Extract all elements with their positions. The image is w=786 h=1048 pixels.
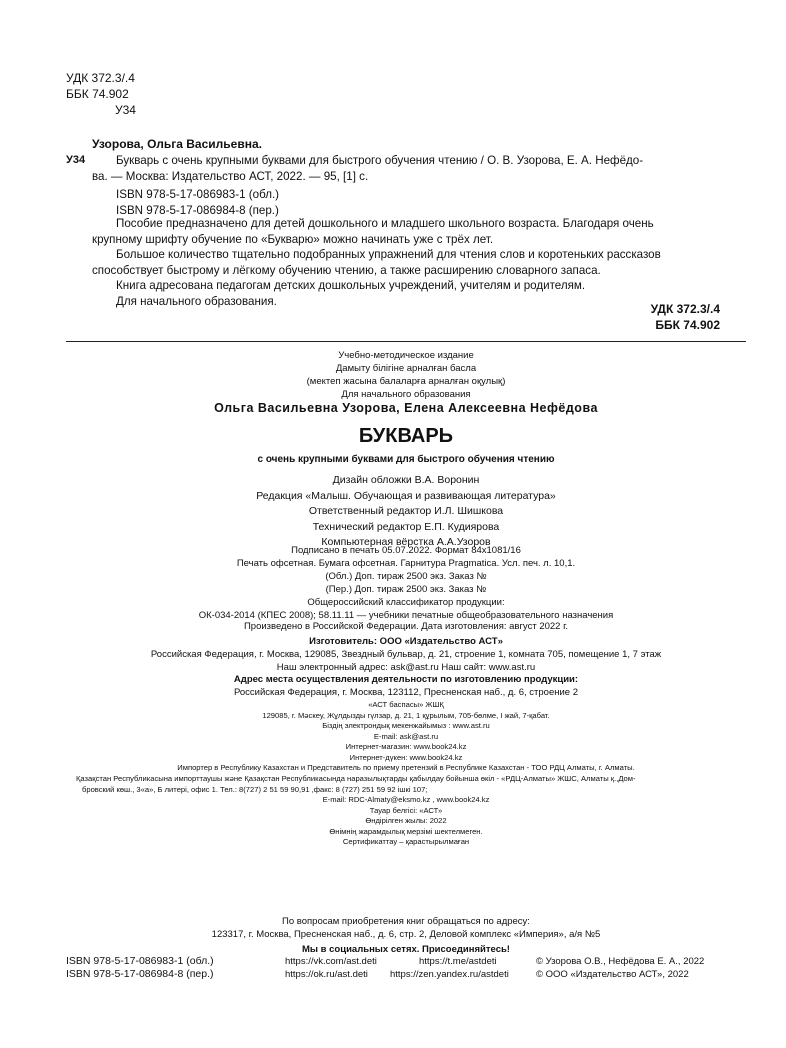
footer-isbn-soft: ISBN 978-5-17-086983-1 (обл.) — [66, 955, 214, 967]
kz-line: Импортер в Республику Казахстан и Представитель по приему претензий в Республике Казахстан - ТОО РДЦ Алматы, г. Алматы. — [177, 763, 635, 772]
catalog-isbn-soft: ISBN 978-5-17-086983-1 (обл.) — [116, 188, 280, 201]
manufacturer-address: Российская Федерация, г. Москва, 129085, Звездный бульвар, д. 21, строение 1, комната 705, помещение 1, 7 этаж — [150, 649, 662, 660]
catalog-annotation — [92, 216, 661, 309]
purchase-line: 123317, г. Москва, Пресненская наб., д. 6, стр. 2, Деловой комплекс «Империя», а/я №5 — [211, 929, 601, 940]
edition-info — [166, 349, 646, 401]
kz-info — [66, 700, 746, 774]
header-udk: УДК 372.3/.4 — [66, 71, 135, 85]
print-line: Подписано в печать 05.07.2022. Формат 84х1081/16 — [291, 545, 521, 556]
catalog-udk-right: УДК 372.3/.4 — [650, 302, 720, 316]
manufacturer-title: Изготовитель: ООО «Издательство АСТ» — [309, 636, 503, 647]
social-link-zen[interactable]: https://zen.yandex.ru/astdeti — [390, 969, 509, 980]
kz-info-b — [66, 795, 746, 848]
credit-line: Технический редактор Е.П. Кудиярова — [312, 520, 500, 533]
classifier-line: ОК-034-2014 (КПЕС 2008); 58.11.11 — учебники печатные общеобразовательного назначения — [198, 610, 614, 621]
annotation-line: способствует быстрому и лёгкому обучению чтению, а также расширению словарного запаса. — [92, 263, 601, 277]
copyright-authors: © Узорова О.В., Нефёдова Е. А., 2022 — [536, 956, 705, 967]
kz-line: Сертификаттау – қарастырылмаған — [342, 837, 470, 846]
classifier-line: Общероссийский классификатор продукции: — [307, 597, 505, 608]
header-codes — [66, 70, 136, 118]
annotation-line: Пособие предназначено для детей дошкольного и младшего школьного возраста. Благодаря очень — [116, 217, 654, 230]
kz-line: E-mail: RDC-Almaty@eksmo.kz , www.book24.kz — [322, 795, 490, 804]
credit-line: Ответственный редактор И.Л. Шишкова — [308, 505, 504, 517]
edition-line: Для начального образования — [341, 389, 471, 400]
catalog-isbn-hard: ISBN 978-5-17-086984-8 (пер.) — [116, 203, 279, 217]
book-title: БУКВАРЬ — [358, 425, 454, 447]
edition-line: (мектеп жасына балаларға арналған оқулық) — [306, 376, 506, 387]
catalog-isbns — [116, 187, 279, 218]
catalog-title-line: Букварь с очень крупными буквами для быстрого обучения чтению / О. В. Узорова, Е. А. Нефёдо- — [116, 154, 644, 167]
produced-info: Произведено в Российской Федерации. Дата изготовления: август 2022 г. — [243, 621, 569, 632]
kz-line: 129085, г. Мәскеу, Жұлдызды гүлзар, д. 21, 1 құрылым, 705-бөлме, I жай, 7-қабат. — [262, 710, 550, 720]
catalog-sign: У34 — [66, 154, 86, 166]
print-info — [166, 544, 646, 596]
social-links-right — [390, 955, 509, 981]
print-line: (Обл.) Доп. тираж 2500 экз. Заказ № — [325, 571, 487, 582]
kz-line: Интернет-магазин: www.book24.kz — [345, 742, 467, 751]
purchase-line: По вопросам приобретения книг обращаться по адресу: — [282, 916, 530, 927]
edition-line: Учебно-методическое издание — [338, 350, 474, 361]
catalog-title-line: ва. — Москва: Издательство АСТ, 2022. — 95, [1] с. — [92, 170, 369, 183]
header-bbk: ББК 74.902 — [66, 87, 129, 101]
annotation-line: крупному шрифту обучение по «Букварю» можно начинать уже с трёх лет. — [92, 232, 494, 246]
book-subtitle: с очень крупными буквами для быстрого обучения чтению — [257, 454, 555, 465]
credit-line: Дизайн обложки В.А. Воронин — [332, 474, 480, 486]
kz-line: Интернет-дүкен: www.book24.kz — [349, 752, 463, 762]
kz-line: Біздің электрондық мекенжайымыз : www.ast.ru — [322, 721, 490, 730]
catalog-author: Узорова, Ольга Васильевна. — [92, 137, 262, 151]
manufacturer — [66, 635, 746, 674]
section-divider — [66, 341, 746, 342]
social-title: Мы в социальных сетях. Присоединяйтесь! — [302, 944, 510, 955]
social-link-telegram[interactable]: https://t.me/astdeti — [419, 956, 497, 967]
copyright-publisher: © ООО «Издательство АСТ», 2022 — [536, 969, 689, 980]
print-line: (Пер.) Доп. тираж 2500 экз. Заказ № — [325, 584, 487, 595]
production-address-title: Адрес места осуществления деятельности по изготовлению продукции: — [233, 674, 579, 685]
social-link-vk[interactable]: https://vk.com/ast.deti — [285, 956, 377, 967]
kz-paragraph — [76, 774, 746, 795]
annotation-line: Большое количество тщательно подобранных упражнений для чтения слов и коротеньких рассказов — [116, 248, 661, 261]
kz-line: «АСТ баспасы» ЖШҚ — [368, 700, 444, 709]
classifier — [116, 596, 696, 622]
manufacturer-contacts: Наш электронный адрес: ask@ast.ru Наш сайт: www.ast.ru — [276, 662, 536, 673]
header-author-sign: У34 — [115, 103, 136, 117]
kz-line: Өндірілген жылы: 2022 — [365, 816, 447, 825]
catalog-description — [92, 153, 643, 185]
credits — [166, 473, 646, 551]
footer-isbn-hard: ISBN 978-5-17-086984-8 (пер.) — [66, 968, 214, 980]
kz-para-line: Қазақстан Республикасына импорттаушы және Қазақстан Республикасында наразылықтарды қабылдау бойынша өкіл - «РДЦ-Алматы» ЖШС, Алматы қ.,Дом- — [76, 774, 636, 783]
purchase-info — [66, 915, 746, 941]
annotation-line: Книга адресована педагогам детских дошкольных учреждений, учителям и родителям. — [116, 279, 586, 292]
annotation-line: Для начального образования. — [116, 294, 277, 308]
credit-line: Компьютерная вёрстка А.А.Узоров — [321, 536, 491, 548]
social-links-left — [285, 955, 377, 981]
kz-line: E-mail: ask@ast.ru — [373, 731, 439, 741]
social-link-ok[interactable]: https://ok.ru/ast.deti — [285, 969, 368, 980]
production-address — [66, 673, 746, 699]
print-line: Печать офсетная. Бумага офсетная. Гарнитура Pragmatica. Усл. печ. л. 10,1. — [236, 558, 576, 569]
catalog-bbk-right: ББК 74.902 — [655, 318, 720, 332]
edition-line: Дамыту білігіне арналған басла — [335, 363, 477, 374]
footer-isbns — [66, 955, 214, 981]
footer-copyright — [536, 955, 704, 981]
book-authors: Ольга Васильевна Узорова, Елена Алексеевна Нефёдова — [214, 401, 598, 415]
kz-line: Тауар белгісі: «АСТ» — [369, 805, 443, 815]
credit-line: Редакция «Малыш. Обучающая и развивающая литература» — [256, 489, 556, 502]
catalog-codes-right — [560, 301, 720, 333]
kz-line: Өнімнің жарамдылық мерзімі шектелмеген. — [329, 826, 483, 836]
kz-para-line: бровский көш., 3«а», Б литері, офис 1. Тел.: 8(727) 2 51 59 90,91 ,факс: 8 (727) 251 59 92 ішкі 107; — [82, 784, 428, 794]
production-address-text: Российская Федерация, г. Москва, 123112, Пресненская наб., д. 6, строение 2 — [233, 687, 579, 698]
